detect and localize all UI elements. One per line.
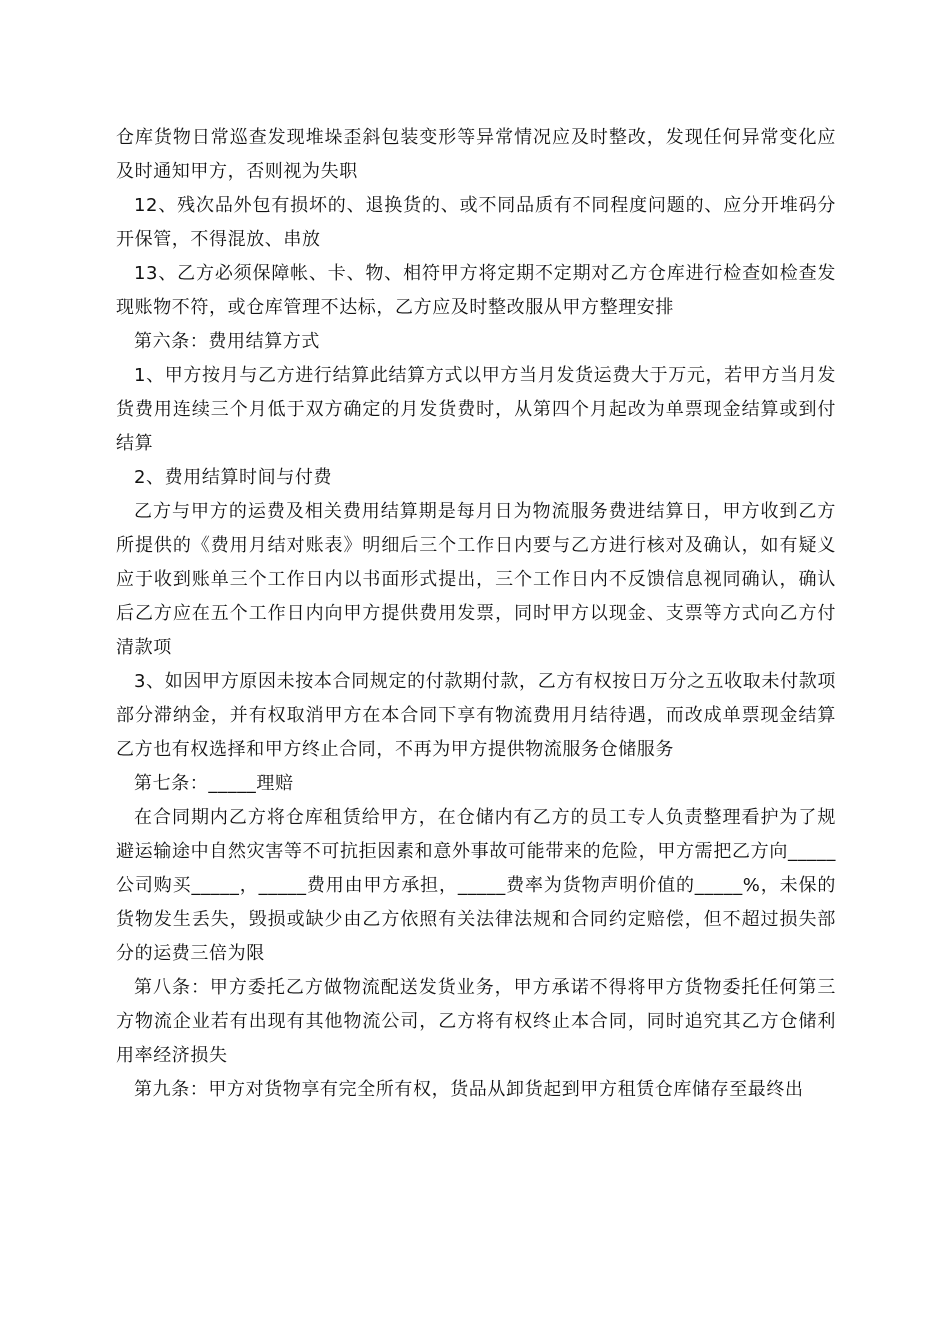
paragraph-article-7-body: 在合同期内乙方将仓库租赁给甲方，在仓储内有乙方的员工专人负责整理看护为了规避运输途中自然灾害等不可抗拒因素和意外事故可能带来的危险，甲方需把乙方向_____公司购买_____，_____费用由甲方承担，_____费率为货物声明价值的_____%，未保的货物发生丢失，毁损或缺少由乙方依照有关法律法规和合同约定赔偿，但不超过损失部分的运费三倍为限 (116, 807, 836, 964)
paragraph-article-6-item-2: 2、费用结算时间与付费 (134, 467, 333, 488)
paragraph-item-12: 12、残次品外包有损坏的、退换货的、或不同品质有不同程度问题的、应分开堆码分开保管，不得混放、串放 (116, 195, 836, 250)
paragraph-article-9: 第九条：甲方对货物享有完全所有权，货品从卸货起到甲方租赁仓库储存至最终出 (134, 1079, 804, 1100)
paragraph-article-6-item-3: 3、如因甲方原因未按本合同规定的付款期付款，乙方有权按日万分之五收取未付款项部分滞纳金，并有权取消甲方在本合同下享有物流费用月结待遇，而改成单票现金结算乙方也有权选择和甲方终止合同，不再为甲方提供物流服务仓储服务 (116, 671, 836, 760)
article-6-heading: 第六条：费用结算方式 (134, 331, 320, 352)
paragraph-article-6-item-1: 1、甲方按月与乙方进行结算此结算方式以甲方当月发货运费大于万元，若甲方当月发货费用连续三个月低于双方确定的月发货费时，从第四个月起改为单票现金结算或到付结算 (116, 365, 836, 454)
paragraph-settlement-details: 乙方与甲方的运费及相关费用结算期是每月日为物流服务费进结算日，甲方收到乙方所提供的《费用月结对账表》明细后三个工作日内要与乙方进行核对及确认，如有疑义应于收到账单三个工作日内以书面形式提出，三个工作日内不反馈信息视同确认，确认后乙方应在五个工作日内向甲方提供费用发票，同时甲方以现金、支票等方式向乙方付清款项 (116, 501, 836, 658)
paragraph-item-13: 13、乙方必须保障帐、卡、物、相符甲方将定期不定期对乙方仓库进行检查如检查发现账物不符，或仓库管理不达标，乙方应及时整改服从甲方整理安排 (116, 263, 836, 318)
paragraph-continued-inspection: 仓库货物日常巡查发现堆垛歪斜包装变形等异常情况应及时整改，发现任何异常变化应及时通知甲方，否则视为失职 (116, 127, 836, 182)
document-body (116, 121, 836, 1107)
article-7-heading: 第七条：_____理赔 (134, 773, 294, 794)
paragraph-article-8: 第八条：甲方委托乙方做物流配送发货业务，甲方承诺不得将甲方货物委托任何第三方物流企业若有出现有其他物流公司，乙方将有权终止本合同，同时追究其乙方仓储利用率经济损失 (116, 977, 836, 1066)
